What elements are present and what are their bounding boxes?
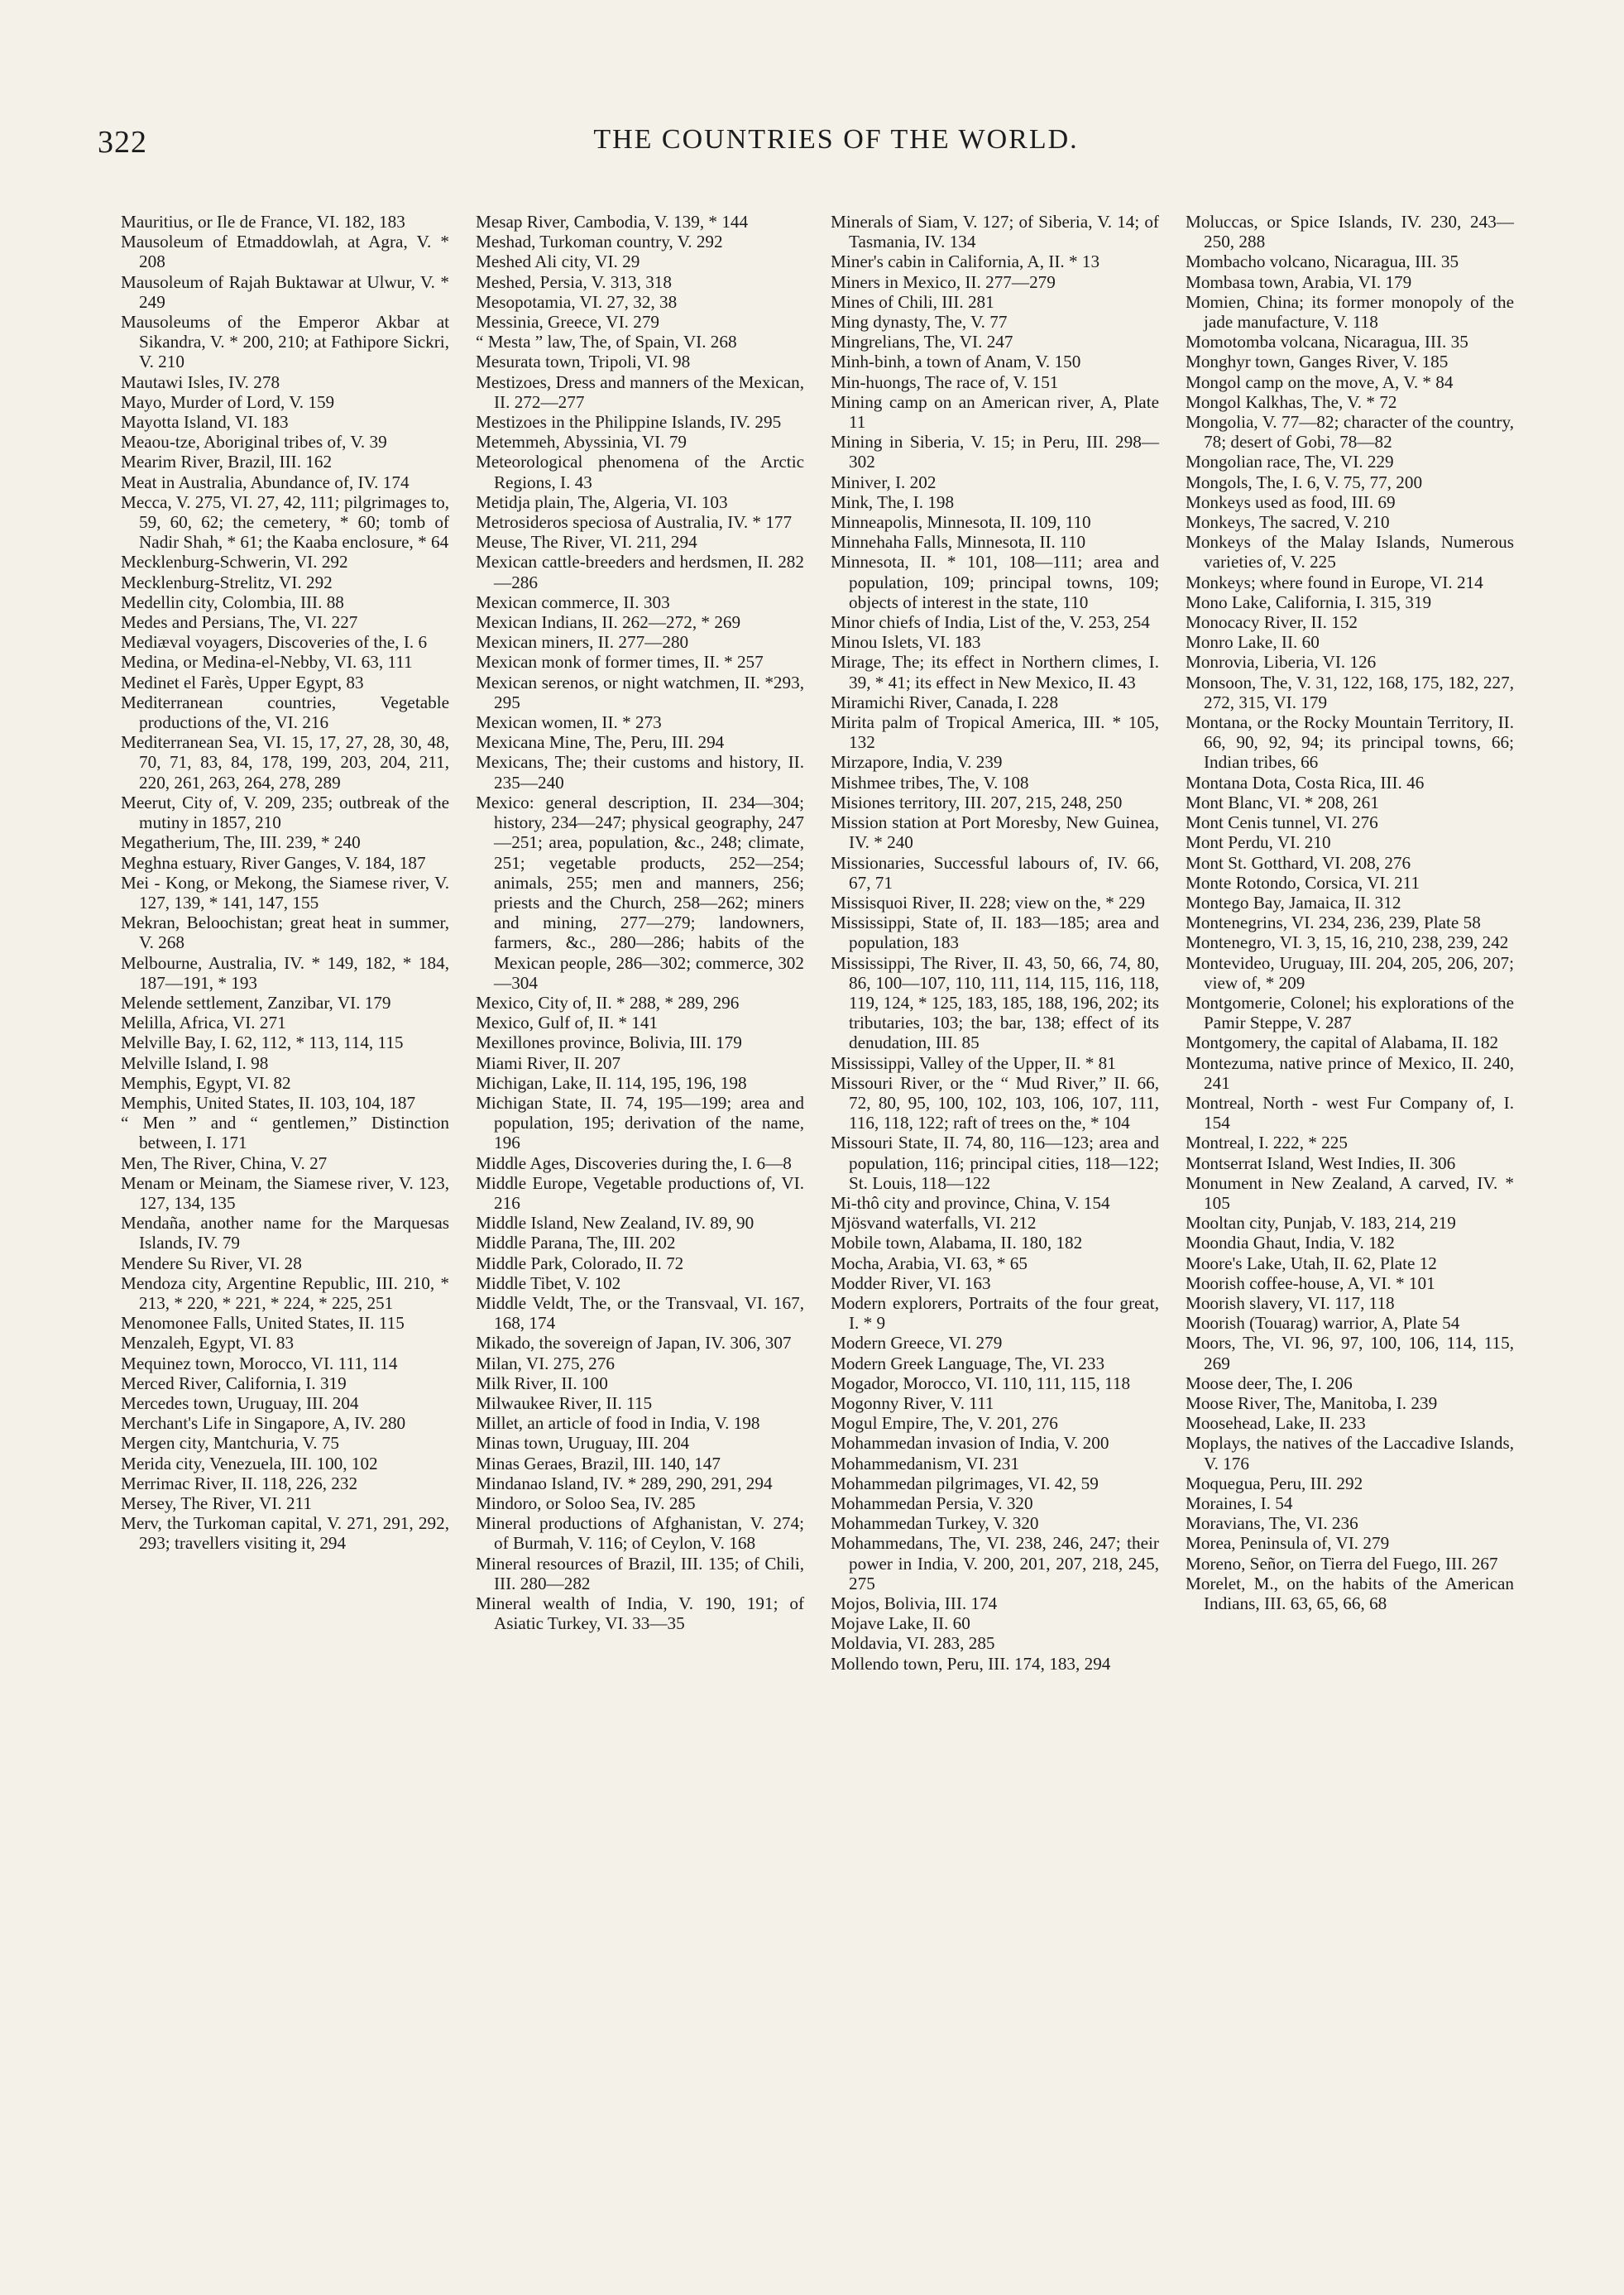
index-entry: Meshed Ali city, VI. 29 [476, 252, 640, 272]
index-entry: Moosehead, Lake, II. 233 [1186, 1413, 1366, 1434]
index-entry: Mongolian race, The, VI. 229 [1186, 452, 1394, 472]
index-entry: Mediterranean countries, Vegetable productions of the, VI. 216 [121, 692, 449, 733]
index-entry: Missouri River, or the “ Mud River,” II. 66, 72, 80, 95, 100, 102, 103, 106, 107, 111, 116, 118, 122; raft of trees on the, * 104 [831, 1072, 1159, 1133]
index-entry: Modern Greece, VI. 279 [831, 1333, 1003, 1354]
index-entry: Mohammedan Turkey, V. 320 [831, 1513, 1039, 1534]
index-entry: Mayotta Island, VI. 183 [121, 412, 289, 433]
index-entry: Metidja plain, The, Algeria, VI. 103 [476, 491, 728, 512]
index-entry: Mesopotamia, VI. 27, 32, 38 [476, 291, 678, 312]
index-entry: Mohammedan Persia, V. 320 [831, 1493, 1033, 1513]
page-number: 322 [98, 125, 147, 160]
index-entry: Millet, an article of food in India, V. 198 [476, 1413, 760, 1434]
index-entry: Moravians, The, VI. 236 [1186, 1513, 1358, 1534]
index-entry: Middle Tibet, V. 102 [476, 1272, 621, 1293]
index-entry: Mecca, V. 275, VI. 27, 42, 111; pilgrimages to, 59, 60, 62; the cemetery, * 60; tomb of Nadir Shah, * 61; the Kaaba enclosure, * 64 [121, 491, 449, 553]
index-entry: Melville Island, I. 98 [121, 1052, 269, 1073]
index-entry: Monkeys of the Malay Islands, Numerous varieties of, V. 225 [1186, 532, 1514, 573]
index-entry: Mollendo town, Peru, III. 174, 183, 294 [831, 1653, 1111, 1674]
index-entry: Mediæval voyagers, Discoveries of the, I. 6 [121, 632, 428, 653]
index-entry: Mombasa town, Arabia, VI. 179 [1186, 271, 1412, 292]
index-entry: Montana Dota, Costa Rica, III. 46 [1186, 772, 1425, 793]
index-entry: Mausoleums of the Emperor Akbar at Sikandra, V. * 200, 210; at Fathipore Sickri, V. 210 [121, 312, 449, 372]
index-entry: Minnehaha Falls, Minnesota, II. 110 [831, 532, 1086, 553]
index-entry: Mersey, The River, VI. 211 [121, 1493, 312, 1513]
index-entry: Meteorological phenomena of the Arctic Regions, I. 43 [476, 452, 804, 492]
index-entry: Mexican cattle-breeders and herdsmen, II. 282—286 [476, 552, 804, 592]
index-entry: Mongol Kalkhas, The, V. * 72 [1186, 391, 1397, 412]
index-entry: Middle Island, New Zealand, IV. 89, 90 [476, 1213, 755, 1234]
index-entry: Meghna estuary, River Ganges, V. 184, 187 [121, 852, 426, 873]
index-entry: Moraines, I. 54 [1186, 1493, 1293, 1513]
index-entry: Menam or Meinam, the Siamese river, V. 123, 127, 134, 135 [121, 1172, 449, 1213]
index-entry: Messinia, Greece, VI. 279 [476, 312, 660, 333]
index-entry: Mombacho volcano, Nicaragua, III. 35 [1186, 252, 1459, 272]
index-entry: Monsoon, The, V. 31, 122, 168, 175, 182, 227, 272, 315, VI. 179 [1186, 672, 1514, 712]
index-entry: Miner's cabin in California, A, II. * 13 [831, 252, 1100, 272]
index-entry: Mautawi Isles, IV. 278 [121, 371, 280, 392]
index-entry: Montenegro, VI. 3, 15, 16, 210, 238, 239, 242 [1186, 932, 1509, 953]
index-entry: Meat in Australia, Abundance of, IV. 174 [121, 472, 410, 492]
index-entry: Mocha, Arabia, VI. 63, * 65 [831, 1253, 1028, 1273]
index-entry: Montreal, North - west Fur Company of, I. 154 [1186, 1092, 1514, 1133]
index-entry: Mendoza city, Argentine Republic, III. 210, * 213, * 220, * 221, * 224, * 225, 251 [121, 1272, 449, 1313]
index-entry: Mestizoes, Dress and manners of the Mexican, II. 272—277 [476, 371, 804, 412]
index-entry: Mesap River, Cambodia, V. 139, * 144 [476, 212, 749, 232]
index-entry: Milwaukee River, II. 115 [476, 1392, 653, 1413]
index-entry: Milan, VI. 275, 276 [476, 1353, 615, 1373]
index-entry: Mekran, Beloochistan; great heat in summer, V. 268 [121, 913, 449, 953]
index-entry: Montreal, I. 222, * 225 [1186, 1133, 1348, 1153]
index-entry: Mont Perdu, VI. 210 [1186, 832, 1331, 853]
index-entry: Mines of Chili, III. 281 [831, 291, 994, 312]
index-entry: Moors, The, VI. 96, 97, 100, 106, 114, 115, 269 [1186, 1333, 1514, 1373]
index-entry: Middle Parana, The, III. 202 [476, 1233, 676, 1253]
index-entry: Mexico, Gulf of, II. * 141 [476, 1013, 659, 1033]
index-entry: Minerals of Siam, V. 127; of Siberia, V. 14; of Tasmania, IV. 134 [831, 212, 1159, 252]
index-entry: Mongol camp on the move, A, V. * 84 [1186, 371, 1454, 392]
index-entry: Mishmee tribes, The, V. 108 [831, 772, 1029, 793]
index-entry: Mecklenburg-Strelitz, VI. 292 [121, 572, 333, 592]
index-entry: Mirage, The; its effect in Northern climes, I. 39, * 41; its effect in New Mexico, II. 43 [831, 652, 1159, 692]
index-entry: Mogul Empire, The, V. 201, 276 [831, 1413, 1058, 1434]
index-entry: Memphis, United States, II. 103, 104, 187 [121, 1092, 416, 1113]
index-entry: Minas Geraes, Brazil, III. 140, 147 [476, 1453, 721, 1473]
index-entry: Merced River, California, I. 319 [121, 1373, 347, 1393]
index-entry: Meshad, Turkoman country, V. 292 [476, 232, 723, 252]
index-entry: Monrovia, Liberia, VI. 126 [1186, 652, 1377, 673]
index-entry: Montana, or the Rocky Mountain Territory, II. 66, 90, 92, 94; its principal towns, 66; Indian tribes, 66 [1186, 712, 1514, 773]
index-entry: Min-huongs, The race of, V. 151 [831, 371, 1059, 392]
index-entry: Melilla, Africa, VI. 271 [121, 1013, 286, 1033]
index-entry: Miramichi River, Canada, I. 228 [831, 692, 1059, 712]
index-entry: Montego Bay, Jamaica, II. 312 [1186, 892, 1401, 913]
index-entry: Monument in New Zealand, A carved, IV. * 105 [1186, 1172, 1514, 1213]
index-entry: Morea, Peninsula of, VI. 279 [1186, 1533, 1390, 1554]
index-entry: Mexillones province, Bolivia, III. 179 [476, 1033, 742, 1053]
index-entry: Montezuma, native prince of Mexico, II. 240, 241 [1186, 1052, 1514, 1093]
running-title: THE COUNTRIES OF THE WORLD. [593, 124, 1079, 155]
index-entry: Momotomba volcana, Nicaragua, III. 35 [1186, 332, 1468, 352]
index-entry: Michigan, Lake, II. 114, 195, 196, 198 [476, 1072, 747, 1093]
index-entry: Mei - Kong, or Mekong, the Siamese river, V. 127, 139, * 141, 147, 155 [121, 872, 449, 913]
index-entry: Mecklenburg-Schwerin, VI. 292 [121, 552, 348, 573]
index-entry: Medes and Persians, The, VI. 227 [121, 612, 358, 633]
index-entry: Moose River, The, Manitoba, I. 239 [1186, 1392, 1438, 1413]
index-entry: Mississippi, Valley of the Upper, II. * 81 [831, 1052, 1116, 1073]
index-entry: Moorish (Touarag) warrior, A, Plate 54 [1186, 1313, 1460, 1334]
index-entry: Missisquoi River, II. 228; view on the, * 229 [831, 892, 1145, 913]
index-entry: Mergen city, Mantchuria, V. 75 [121, 1433, 340, 1454]
index-entry: Mearim River, Brazil, III. 162 [121, 452, 333, 472]
index-entry: Mediterranean Sea, VI. 15, 17, 27, 28, 30, 48, 70, 71, 83, 84, 178, 199, 203, 204, 211, 220, 261, 263, 264, 278, 289 [121, 732, 449, 793]
index-entry: Milk River, II. 100 [476, 1373, 608, 1393]
index-entry: Mjösvand waterfalls, VI. 212 [831, 1213, 1037, 1234]
index-entry: Michigan State, II. 74, 195—199; area and population, 195; derivation of the name, 196 [476, 1092, 804, 1153]
index-entry: Mi-thô city and province, China, V. 154 [831, 1192, 1110, 1213]
index-entry: Modder River, VI. 163 [831, 1272, 991, 1293]
index-entry: Mohammedan invasion of India, V. 200 [831, 1433, 1109, 1454]
index-entry: Mobile town, Alabama, II. 180, 182 [831, 1233, 1083, 1253]
index-entry: Merida city, Venezuela, III. 100, 102 [121, 1453, 378, 1473]
index-entry: Mendere Su River, VI. 28 [121, 1253, 302, 1273]
index-entry: Miners in Mexico, II. 277—279 [831, 271, 1056, 292]
index-entry: Meuse, The River, VI. 211, 294 [476, 532, 697, 553]
page-header [98, 124, 1525, 165]
index-entry: Monte Rotondo, Corsica, VI. 211 [1186, 872, 1420, 893]
index-entry: Mequinez town, Morocco, VI. 111, 114 [121, 1353, 398, 1373]
index-entry: Moreno, Señor, on Tierra del Fuego, III. 267 [1186, 1553, 1498, 1574]
index-entry: Mont St. Gotthard, VI. 208, 276 [1186, 852, 1411, 873]
index-entry: Mohammedanism, VI. 231 [831, 1453, 1019, 1473]
index-entry: Minas town, Uruguay, III. 204 [476, 1433, 690, 1454]
index-entry: Mausoleum of Etmaddowlah, at Agra, V. * 208 [121, 232, 449, 272]
index-entry: Missouri State, II. 74, 80, 116—123; area and population, 116; principal cities, 118—122; St. Louis, 118—122 [831, 1133, 1159, 1193]
index-entry: Merchant's Life in Singapore, A, IV. 280 [121, 1413, 406, 1434]
index-entry: Moluccas, or Spice Islands, IV. 230, 243—250, 288 [1186, 212, 1514, 252]
index-entry: Moondia Ghaut, India, V. 182 [1186, 1233, 1395, 1253]
index-entry: Mexicana Mine, The, Peru, III. 294 [476, 732, 725, 753]
index-entry: Modern Greek Language, The, VI. 233 [831, 1353, 1105, 1373]
index-entry: Monkeys, The sacred, V. 210 [1186, 512, 1390, 533]
index-entry: Montserrat Island, West Indies, II. 306 [1186, 1152, 1456, 1173]
index-entry: Mesurata town, Tripoli, VI. 98 [476, 352, 691, 372]
index-entry: Middle Europe, Vegetable productions of, VI. 216 [476, 1172, 804, 1213]
index-entry: Mongolia, V. 77—82; character of the country, 78; desert of Gobi, 78—82 [1186, 412, 1514, 453]
index-entry: Mendaña, another name for the Marquesas Islands, IV. 79 [121, 1213, 449, 1253]
index-entry: Middle Veldt, The, or the Transvaal, VI. 167, 168, 174 [476, 1292, 804, 1334]
index-entry: Melville Bay, I. 62, 112, * 113, 114, 115 [121, 1033, 404, 1053]
index-entry: Mojave Lake, II. 60 [831, 1613, 970, 1634]
index-entry: Mining camp on an American river, A, Plate 11 [831, 391, 1159, 433]
index-entry: Montgomery, the capital of Alabama, II. 182 [1186, 1033, 1499, 1053]
index-entry: Moorish slavery, VI. 117, 118 [1186, 1292, 1395, 1313]
index-entry: Mirita palm of Tropical America, III. * 105, 132 [831, 712, 1159, 753]
index-entry: Mississippi, The River, II. 43, 50, 66, 74, 80, 86, 100—107, 110, 111, 114, 115, 116, 118, 119, 124, * 125, 183, 185, 188, 196, 202; its tributaries, 103; the bar, 138; effect of its denudation, III. 85 [831, 952, 1159, 1053]
index-entry: Momien, China; its former monopoly of the jade manufacture, V. 118 [1186, 291, 1514, 333]
index-entry: Minor chiefs of India, List of the, V. 253, 254 [831, 612, 1150, 633]
index-entry: Montenegrins, VI. 234, 236, 239, Plate 58 [1186, 913, 1481, 933]
index-entry: Mooltan city, Punjab, V. 183, 214, 219 [1186, 1213, 1456, 1234]
index-entry: Mexico: general description, II. 234—304; history, 234—247; physical geography, 247—251; area, population, &c., 248; climate, 251; vegetable products, 252—254; animals, 255; men and manners, 256; priests and the Church, 258—262; miners and mining, 277—279; landowners, farmers, &c., 280—286; habits of the Mexican people, 286—302; commerce, 302—304 [476, 792, 804, 993]
index-entry: Mohammedans, The, VI. 238, 246, 247; their power in India, V. 200, 201, 207, 218, 245, 275 [831, 1533, 1159, 1593]
index-entry: Merrimac River, II. 118, 226, 232 [121, 1473, 358, 1493]
index-entry: Mohammedan pilgrimages, VI. 42, 59 [831, 1473, 1099, 1493]
index-entry: Mexican miners, II. 277—280 [476, 632, 689, 653]
index-entry: Misiones territory, III. 207, 215, 248, 250 [831, 792, 1123, 812]
index-entry: Mississippi, State of, II. 183—185; area and population, 183 [831, 913, 1159, 953]
index-entry: Mausoleum of Rajah Buktawar at Ulwur, V. * 249 [121, 271, 449, 312]
index-entry: Metemmeh, Abyssinia, VI. 79 [476, 432, 687, 453]
index-entry: Mirzapore, India, V. 239 [831, 752, 1003, 773]
index-entry: Mercedes town, Uruguay, III. 204 [121, 1392, 359, 1413]
index-entry: Mexico, City of, II. * 288, * 289, 296 [476, 992, 740, 1013]
index-entry: Ming dynasty, The, V. 77 [831, 312, 1008, 333]
index-entry: Melende settlement, Zanzibar, VI. 179 [121, 992, 391, 1013]
index-entry: Monocacy River, II. 152 [1186, 612, 1358, 633]
index-entry: Megatherium, The, III. 239, * 240 [121, 832, 361, 853]
index-entry: Medina, or Medina-el-Nebby, VI. 63, 111 [121, 652, 413, 673]
index-entry: Mojos, Bolivia, III. 174 [831, 1593, 998, 1614]
index-entry: Middle Ages, Discoveries during the, I. 6—8 [476, 1152, 792, 1173]
index-entry: Missionaries, Successful labours of, IV. 66, 67, 71 [831, 852, 1159, 893]
index-entry: Mineral productions of Afghanistan, V. 274; of Burmah, V. 116; of Ceylon, V. 168 [476, 1513, 804, 1554]
index-entry: Men, The River, China, V. 27 [121, 1152, 328, 1173]
index-entry: Moose deer, The, I. 206 [1186, 1373, 1353, 1393]
index-entry: Middle Park, Colorado, II. 72 [476, 1253, 684, 1273]
index-entry: “ Men ” and “ gentlemen,” Distinction between, I. 171 [121, 1113, 449, 1153]
index-entry: Monro Lake, II. 60 [1186, 632, 1320, 653]
index-entry: Mont Cenis tunnel, VI. 276 [1186, 812, 1378, 833]
index-entry: Mingrelians, The, VI. 247 [831, 332, 1013, 352]
index-entry: Morelet, M., on the habits of the American Indians, III. 63, 65, 66, 68 [1186, 1573, 1514, 1614]
index-entry: Moorish coffee-house, A, VI. * 101 [1186, 1272, 1435, 1293]
index-entry: Moplays, the natives of the Laccadive Islands, V. 176 [1186, 1433, 1514, 1473]
index-entry: Minneapolis, Minnesota, II. 109, 110 [831, 512, 1091, 533]
index-entry: Mexican women, II. * 273 [476, 712, 662, 733]
index-entry: Melbourne, Australia, IV. * 149, 182, * 184, 187—191, * 193 [121, 952, 449, 993]
index-entry: Meshed, Persia, V. 313, 318 [476, 271, 672, 292]
index-entry: Mogador, Morocco, VI. 110, 111, 115, 118 [831, 1373, 1131, 1393]
index-entry: Mestizoes in the Philippine Islands, IV. 295 [476, 412, 782, 433]
index-entry: Miniver, I. 202 [831, 472, 937, 492]
index-entry: Mont Blanc, VI. * 208, 261 [1186, 792, 1379, 812]
index-entry: Metrosideros speciosa of Australia, IV. * 177 [476, 512, 793, 533]
index-entry: Medellin city, Colombia, III. 88 [121, 592, 344, 612]
index-entry: Mining in Siberia, V. 15; in Peru, III. 298—302 [831, 432, 1159, 472]
index-entry: Mogonny River, V. 111 [831, 1392, 994, 1413]
index-entry: Moldavia, VI. 283, 285 [831, 1633, 995, 1654]
index-entry: Mineral resources of Brazil, III. 135; of Chili, III. 280—282 [476, 1553, 804, 1593]
index-entry: Meerut, City of, V. 209, 235; outbreak of the mutiny in 1857, 210 [121, 792, 449, 833]
index-column-1 [121, 212, 454, 2214]
index-entry: Meaou-tze, Aboriginal tribes of, V. 39 [121, 432, 387, 453]
index-entry: Mink, The, I. 198 [831, 491, 955, 512]
index-entry: Moore's Lake, Utah, II. 62, Plate 12 [1186, 1253, 1437, 1273]
index-entry: Mindoro, or Soloo Sea, IV. 285 [476, 1493, 696, 1513]
index-entry: Montgomerie, Colonel; his explorations of the Pamir Steppe, V. 287 [1186, 992, 1514, 1033]
index-entry: Minnesota, II. * 101, 108—111; area and population, 109; principal towns, 109; objects of interest in the state, 110 [831, 552, 1159, 612]
index-entry: Mono Lake, California, I. 315, 319 [1186, 592, 1432, 612]
index-entry: Mayo, Murder of Lord, V. 159 [121, 391, 335, 412]
index-column-3 [831, 212, 1164, 2214]
index-columns [121, 212, 1519, 2214]
index-entry: Memphis, Egypt, VI. 82 [121, 1072, 291, 1093]
index-entry: Medinet el Farès, Upper Egypt, 83 [121, 672, 364, 692]
index-entry: Mikado, the sovereign of Japan, IV. 306, 307 [476, 1333, 792, 1354]
index-entry: Menzaleh, Egypt, VI. 83 [121, 1333, 295, 1354]
index-entry: Moquegua, Peru, III. 292 [1186, 1473, 1363, 1493]
index-entry: Modern explorers, Portraits of the four great, I. * 9 [831, 1292, 1159, 1334]
index-column-2 [476, 212, 809, 2214]
index-entry: Mexican serenos, or night watchmen, II. *293, 295 [476, 672, 804, 712]
index-entry: Mongols, The, I. 6, V. 75, 77, 200 [1186, 472, 1423, 492]
index-entry: Mission station at Port Moresby, New Guinea, IV. * 240 [831, 812, 1159, 853]
index-entry: Monkeys; where found in Europe, VI. 214 [1186, 572, 1483, 592]
index-entry: Minou Islets, VI. 183 [831, 632, 981, 653]
index-entry: Mexican monk of former times, II. * 257 [476, 652, 764, 673]
index-entry: Monghyr town, Ganges River, V. 185 [1186, 352, 1449, 372]
index-entry: Monkeys used as food, III. 69 [1186, 491, 1396, 512]
index-entry: “ Mesta ” law, The, of Spain, VI. 268 [476, 332, 737, 352]
index-entry: Mexican Indians, II. 262—272, * 269 [476, 612, 741, 633]
index-entry: Mexican commerce, II. 303 [476, 592, 670, 612]
index-entry: Montevideo, Uruguay, III. 204, 205, 206, 207; view of, * 209 [1186, 952, 1514, 993]
index-column-4 [1186, 212, 1519, 2214]
index-entry: Miami River, II. 207 [476, 1052, 621, 1073]
index-entry: Mexicans, The; their customs and history, II. 235—240 [476, 752, 804, 793]
index-entry: Merv, the Turkoman capital, V. 271, 291, 292, 293; travellers visiting it, 294 [121, 1513, 449, 1554]
index-entry: Minh-binh, a town of Anam, V. 150 [831, 352, 1081, 372]
index-entry: Menomonee Falls, United States, II. 115 [121, 1313, 405, 1334]
index-entry: Mauritius, or Ile de France, VI. 182, 183 [121, 212, 405, 232]
index-entry: Mindanao Island, IV. * 289, 290, 291, 294 [476, 1473, 773, 1493]
index-entry: Mineral wealth of India, V. 190, 191; of Asiatic Turkey, VI. 33—35 [476, 1593, 804, 1634]
